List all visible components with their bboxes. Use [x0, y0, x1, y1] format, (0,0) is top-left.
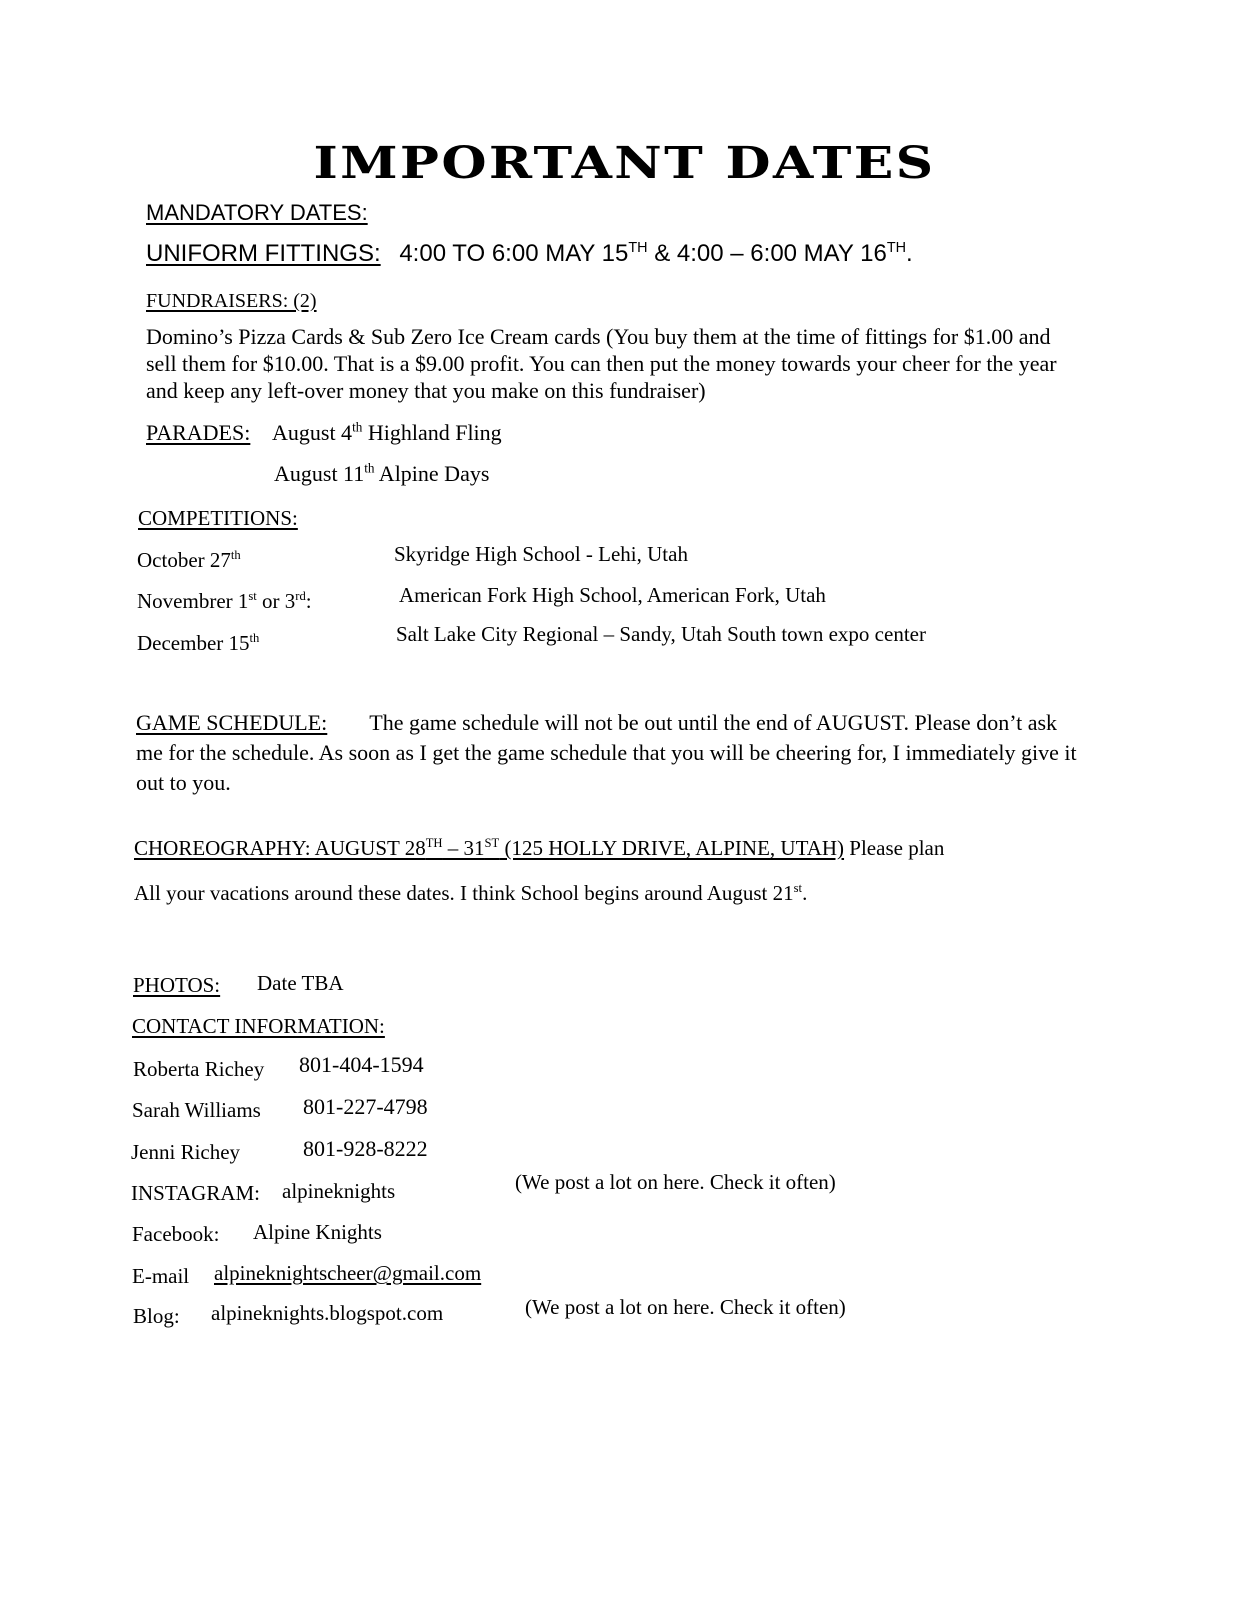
- competition-date-1-text: October 27: [137, 548, 231, 572]
- instagram-handle: alpineknights: [282, 1179, 396, 1203]
- contact-phone-3: 801-928-8222: [303, 1136, 428, 1161]
- blog-url[interactable]: alpineknights.blogspot.com: [211, 1301, 444, 1325]
- choreography-line2-end: .: [802, 881, 808, 905]
- fundraisers-text: Domino’s Pizza Cards & Sub Zero Ice Cream cards (You buy them at the time of fittings for $1.00 and sell them for $10.00. That is a $9.00 profit. You can then put the money towards your cheer for the year and keep any left-over money that you make on this fundraiser): [146, 324, 1057, 403]
- choreography-after: Please plan: [844, 836, 945, 860]
- competition-date-1-sup: th: [230, 548, 241, 562]
- uniform-fittings-line: [146, 240, 913, 268]
- fundraisers-heading: FUNDRAISERS: (2): [146, 290, 317, 312]
- photos-label: PHOTOS:: [133, 973, 221, 997]
- competition-date-2-alt: or 3: [256, 589, 296, 613]
- competition-date-3: [137, 631, 259, 656]
- parades-heading: PARADES:: [146, 420, 251, 445]
- competition-date-2-sup: st: [248, 589, 257, 603]
- facebook-name: Alpine Knights: [253, 1220, 382, 1244]
- uniform-fittings-sup1: TH: [628, 240, 648, 256]
- competition-date-3-text: December 15: [137, 631, 250, 655]
- choreography-sup2: ST: [484, 836, 500, 850]
- instagram-note: (We post a lot on here. Check it often): [515, 1170, 836, 1194]
- contact-phone-2: 801-227-4798: [303, 1094, 428, 1119]
- contact-phone-1: 801-404-1594: [299, 1052, 424, 1077]
- choreography-line2-text: All your vacations around these dates. I think School begins around August 21: [134, 881, 794, 905]
- game-schedule-block: [136, 708, 1086, 798]
- competition-location-3: Salt Lake City Regional – Sandy, Utah South town expo center: [396, 622, 926, 646]
- parade-sup-1: th: [352, 419, 363, 435]
- parade-event-1: Highland Fling: [362, 420, 502, 445]
- choreography-sup1: TH: [425, 836, 443, 850]
- contact-name-1: Roberta Richey: [133, 1057, 265, 1081]
- blog-label: Blog:: [133, 1304, 180, 1328]
- choreography-line2-sup: st: [793, 881, 803, 895]
- competition-date-2-alt-sup: rd: [295, 589, 306, 603]
- uniform-fittings-end: .: [906, 240, 913, 267]
- email-label: E-mail: [132, 1264, 190, 1288]
- contact-name-2: Sarah Williams: [132, 1098, 261, 1122]
- competition-date-2: [137, 589, 312, 614]
- competitions-heading: COMPETITIONS:: [138, 506, 298, 530]
- choreography-mid: – 31: [442, 836, 485, 860]
- competition-date-2-end: :: [305, 589, 312, 613]
- uniform-fittings-label: UNIFORM FITTINGS:: [146, 240, 381, 267]
- choreography-line2: [134, 881, 807, 906]
- choreography-address: (125 HOLLY DRIVE, ALPINE, UTAH): [499, 836, 845, 860]
- choreography-label: [134, 836, 844, 860]
- competition-location-2: American Fork High School, American Fork, Utah: [399, 583, 826, 607]
- mandatory-dates-heading: MANDATORY DATES:: [146, 200, 368, 225]
- contact-heading: CONTACT INFORMATION:: [132, 1014, 385, 1038]
- uniform-fittings-time2: & 4:00 – 6:00 MAY 16: [647, 240, 887, 267]
- contact-name-3: Jenni Richey: [131, 1140, 241, 1164]
- game-schedule-label: GAME SCHEDULE:: [136, 710, 328, 735]
- uniform-fittings-sup2: TH: [886, 240, 907, 256]
- competition-date-3-sup: th: [249, 631, 260, 645]
- competition-location-1: Skyridge High School - Lehi, Utah: [394, 542, 688, 566]
- competition-date-2-text: Novembrer 1: [137, 589, 249, 613]
- choreography-line: [134, 836, 944, 861]
- parade-sup-2: th: [364, 460, 375, 476]
- parade-date-2: August 11: [274, 461, 365, 486]
- photos-text: Date TBA: [257, 971, 344, 995]
- parade-date-1: August 4: [272, 420, 353, 445]
- game-schedule-text: The game schedule will not be out until the end of AUGUST. Please don’t ask me for the schedule. As soon as I get the game schedule that you will be cheering for, I immediately give it out to you.: [136, 710, 1077, 795]
- choreography-dates: CHOREOGRAPHY: AUGUST 28: [134, 836, 426, 860]
- uniform-fittings-time1: 4:00 TO 6:00 MAY 15: [399, 240, 629, 267]
- facebook-label: Facebook:: [132, 1222, 220, 1246]
- page-title: IMPORTANT DATES: [313, 138, 936, 189]
- instagram-label: INSTAGRAM:: [131, 1181, 260, 1205]
- competition-date-1: [137, 548, 241, 573]
- parade-item-2: [274, 461, 489, 487]
- parade-event-2: Alpine Days: [374, 461, 490, 486]
- blog-note: (We post a lot on here. Check it often): [525, 1295, 846, 1319]
- email-link[interactable]: alpineknightscheer@gmail.com: [214, 1261, 482, 1285]
- parade-item-1: [272, 420, 502, 446]
